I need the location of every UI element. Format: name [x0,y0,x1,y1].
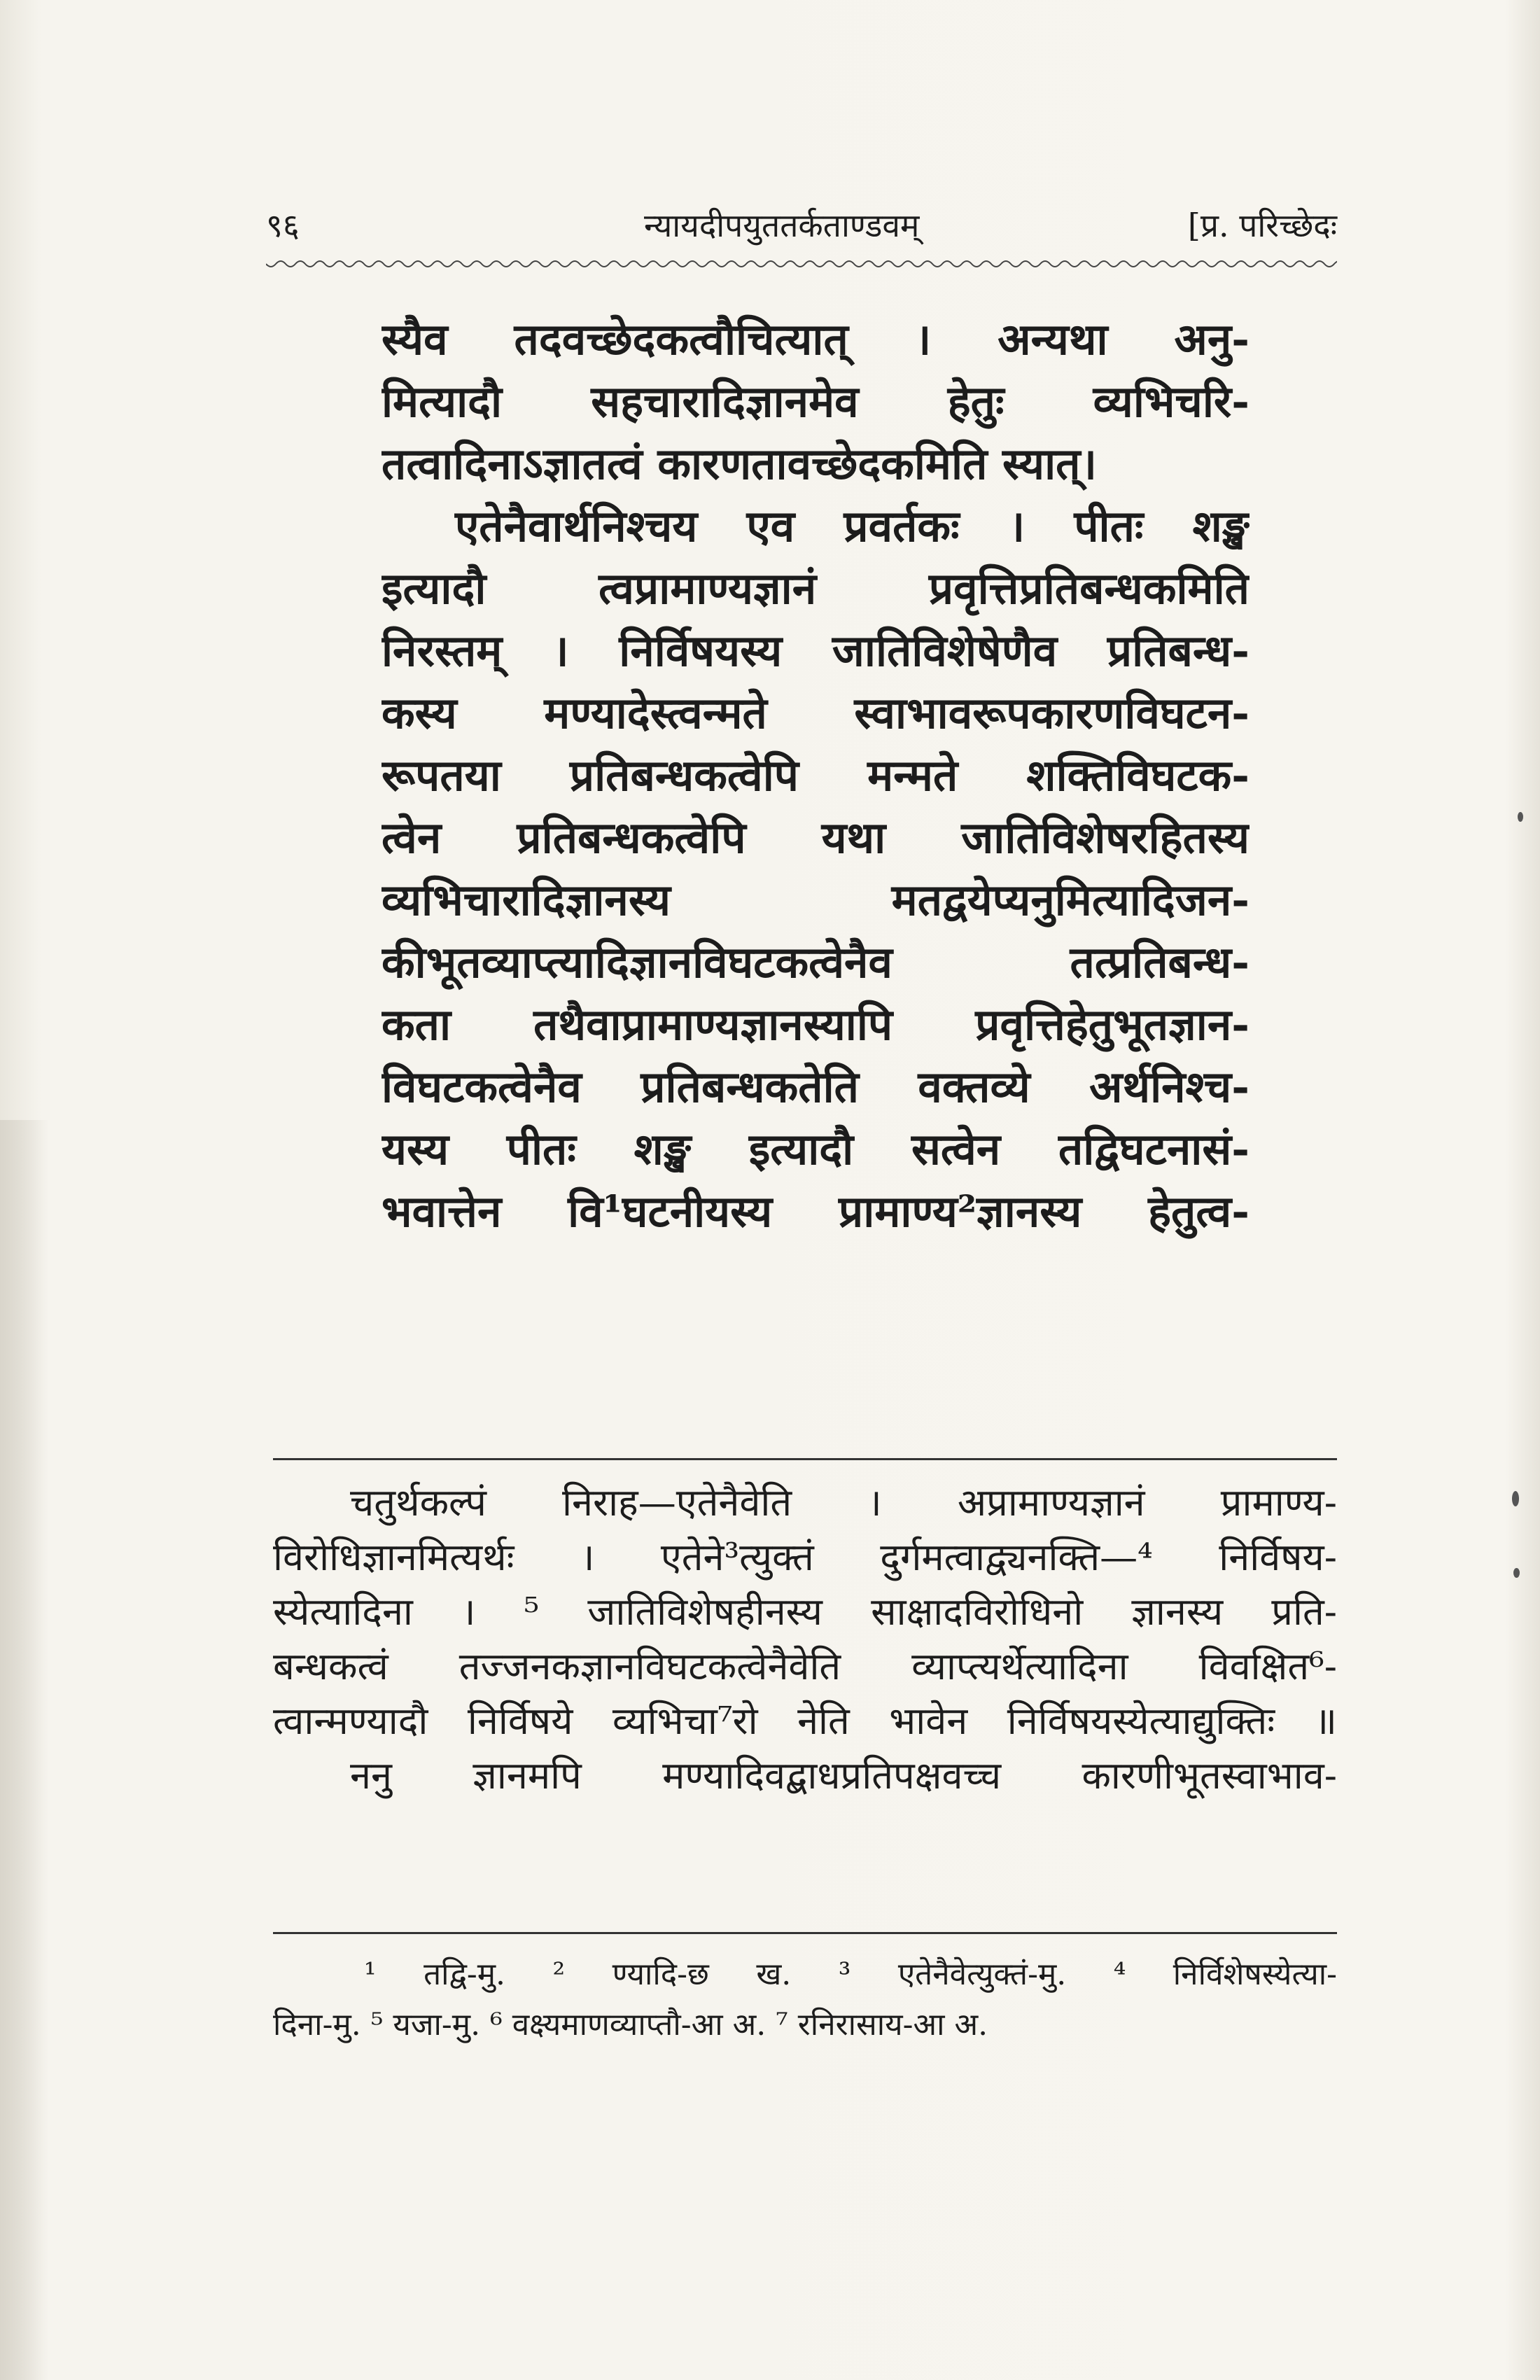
page-edge-shadow [0,1120,49,2380]
main-text-line: निरस्तम् । निर्विषयस्य जातिविशेषेणैव प्रतिबन्ध- [382,625,1250,676]
main-text-block [382,308,1250,1242]
commentary-line: ननु ज्ञानमपि मण्यादिवद्बाधप्रतिपक्षवच्च कारणीभूतस्वाभाव- [350,1754,1337,1798]
main-text-line: एतेनैवार्थनिश्चय एव प्रवर्तकः । पीतः शङ्ख [455,500,1250,552]
commentary-block [273,1476,1337,1803]
print-speck [1518,812,1523,822]
running-header [266,196,1337,252]
chapter-label: [प्र. परिच्छेदः [1187,206,1337,244]
main-text-line: कता तथैवाप्रामाण्यज्ञानस्यापि प्रवृत्तिहेतुभूतज्ञान- [382,999,1250,1050]
commentary-line: विरोधिज्ञानमित्यर्थः । एतेने³त्युक्तं दुर्गमत्वाद्व्यनक्ति—⁴ निर्विषय- [273,1535,1337,1579]
main-text-line: विघटकत्वेनैव प्रतिबन्धकतेति वक्तव्ये अर्थनिश्च- [382,1061,1250,1112]
main-text-line: भवात्तेन वि¹घटनीयस्य प्रामाण्य²ज्ञानस्य हेतुत्व- [382,1186,1250,1237]
main-text-line: इत्यादौ त्वप्रामाण्यज्ञानं प्रवृत्तिप्रतिबन्धकमिति [382,563,1250,614]
book-title: न्यायदीपयुततर्कताण्डवम् [644,206,920,244]
commentary-line: त्वान्मण्यादौ निर्विषये व्यभिचा⁷रो नेति भावेन निर्विषयस्येत्याद्युक्तिः ॥ [273,1699,1337,1743]
footnote-divider [273,1932,1337,1934]
main-text-line: व्यभिचारादिज्ञानस्य मतद्वयेप्यनुमित्यादिजन- [382,874,1250,925]
header-wavy-rule [266,255,1337,272]
main-text-line: स्यैव तदवच्छेदकत्वौचित्यात् । अन्यथा अनु- [382,314,1250,365]
main-text-line: कीभूतव्याप्त्यादिज्ञानविघटकत्वेनैव तत्प्रतिबन्ध- [382,937,1250,988]
commentary-divider [273,1458,1337,1460]
footnote-line: दिना-मु. ⁵ यजा-मु. ⁶ वक्ष्यमाणव्याप्तौ-आ अ. ⁷ रनिरासाय-आ अ. [273,2007,988,2043]
main-text-line: रूपतया प्रतिबन्धकत्वेपि मन्मते शक्तिविघटक- [382,750,1250,801]
print-speck [1512,1491,1519,1506]
main-text-line: मित्यादौ सहचारादिज्ञानमेव हेतुः व्यभिचरि- [382,376,1250,427]
main-text-line: कस्य मण्यादेस्त्वन्मते स्वाभावरूपकारणविघटन- [382,687,1250,738]
commentary-line: चतुर्थकल्पं निराह—एतेनैवेति । अप्रामाण्यज्ञानं प्रामाण्य- [350,1480,1337,1525]
page-number: ९६ [266,206,300,244]
commentary-line: बन्धकत्वं तज्जनकज्ञानविघटकत्वेनैवेति व्याप्त्यर्थेत्यादिना विवक्षित⁶- [273,1644,1337,1688]
print-speck [1513,1568,1520,1578]
main-text-line: तत्वादिनाऽज्ञातत्वं कारणतावच्छेदकमिति स्यात्। [382,438,1097,489]
footnotes-block [273,1949,1337,2050]
commentary-line: स्येत्यादिना । ⁵ जातिविशेषहीनस्य साक्षादविरोधिनो ज्ञानस्य प्रति- [273,1590,1337,1634]
main-text-line: यस्य पीतः शङ्ख इत्यादौ सत्वेन तद्विघटनासं- [382,1124,1250,1175]
main-text-line: त्वेन प्रतिबन्धकत्वेपि यथा जातिविशेषरहितस्य [382,812,1250,863]
footnote-line: ¹ तद्वि-मु. ² ण्यादि-छ ख. ³ एतेनैवेत्युक्तं-मु. ⁴ निर्विशेषस्येत्या- [364,1956,1337,1992]
